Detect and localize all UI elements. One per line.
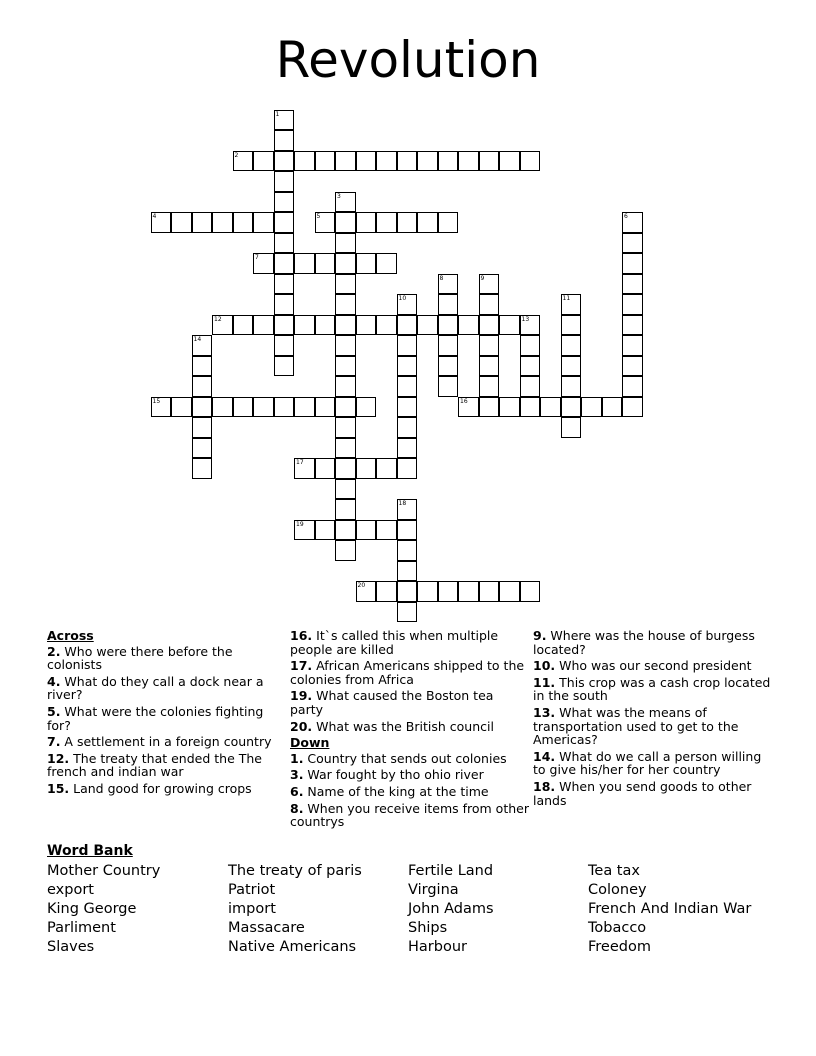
grid-cell[interactable] (397, 294, 418, 315)
clue-text: What do they call a dock near a river? (47, 673, 264, 703)
word-bank-item: The treaty of paris (228, 863, 362, 879)
grid-cell[interactable] (417, 151, 438, 172)
grid-cell[interactable] (192, 417, 213, 438)
cell-number: 11 (562, 295, 571, 302)
grid-cell[interactable] (561, 294, 582, 315)
cell-number: 7 (255, 254, 259, 261)
grid-cell[interactable] (151, 397, 172, 418)
clue-text: A settlement in a foreign country (60, 734, 272, 750)
grid-cell[interactable] (192, 356, 213, 377)
grid-cell[interactable] (622, 274, 643, 295)
grid-cell[interactable] (479, 356, 500, 377)
grid-cell[interactable] (397, 151, 418, 172)
grid-cell[interactable] (335, 335, 356, 356)
grid-cell[interactable] (376, 212, 397, 233)
grid-cell[interactable] (253, 212, 274, 233)
grid-cell[interactable] (335, 192, 356, 213)
grid-cell[interactable] (622, 294, 643, 315)
grid-cell[interactable] (622, 335, 643, 356)
grid-cell[interactable] (274, 294, 295, 315)
cell-number: 16 (460, 397, 468, 405)
clue-text: When you receive items from other countrys (290, 800, 529, 830)
cell-number: 17 (296, 459, 304, 466)
clue-text: The treaty that ended the The french and indian war (47, 750, 262, 780)
clue-text: War fought by tho ohio river (303, 767, 484, 783)
cell-number: 6 (624, 213, 628, 220)
grid-cell[interactable] (356, 520, 377, 541)
cell-number: 13 (521, 315, 530, 323)
clue-text: Where was the house of burgess located? (533, 628, 755, 657)
grid-cell[interactable] (438, 294, 459, 315)
cell-number: 18 (398, 500, 407, 507)
grid-cell[interactable] (253, 151, 274, 172)
down-clue (533, 780, 773, 807)
grid-cell[interactable] (622, 315, 643, 336)
clue-text: What do we call a person willing to give his/her for her country (533, 748, 762, 778)
cell-number: 1 (275, 110, 280, 118)
word-bank-item: Massacare (228, 920, 305, 936)
grid-cell[interactable] (356, 458, 377, 479)
clue-number: 3. (290, 767, 304, 783)
grid-cell[interactable] (397, 438, 418, 459)
grid-cell[interactable] (622, 356, 643, 377)
clue-text: This crop was a cash crop located in the south (533, 674, 771, 704)
grid-cell[interactable] (397, 561, 418, 582)
grid-cell[interactable] (561, 356, 582, 377)
grid-cell[interactable] (499, 151, 520, 172)
grid-cell[interactable] (479, 294, 500, 315)
grid-cell[interactable] (335, 540, 356, 561)
grid-cell[interactable] (376, 151, 397, 172)
grid-cell[interactable] (315, 397, 336, 418)
clue-number: 5. (47, 703, 61, 719)
word-bank-item: Freedom (588, 939, 651, 955)
clue-text: What caused the Boston tea party (290, 688, 494, 717)
clue-number: 20. (290, 718, 313, 734)
grid-cell[interactable] (622, 233, 643, 254)
grid-cell[interactable] (622, 212, 643, 233)
grid-cell[interactable] (438, 274, 459, 295)
grid-cell[interactable] (520, 581, 541, 602)
grid-cell[interactable] (192, 335, 213, 356)
grid-cell[interactable] (171, 212, 192, 233)
word-bank-item: John Adams (408, 901, 494, 917)
grid-cell[interactable] (335, 520, 356, 541)
grid-cell[interactable] (274, 151, 295, 172)
down-clue (290, 752, 530, 766)
grid-cell[interactable] (233, 151, 254, 172)
down-clue (533, 629, 773, 656)
clue-number: 1. (290, 750, 304, 766)
word-bank-item: Fertile Land (408, 863, 494, 879)
grid-cell[interactable] (192, 458, 213, 479)
grid-cell[interactable] (479, 581, 500, 602)
cell-number: 3 (337, 192, 341, 200)
across-clue (47, 735, 287, 749)
down-clue (533, 750, 773, 777)
grid-cell[interactable] (520, 376, 541, 397)
grid-cell[interactable] (335, 458, 356, 479)
grid-cell[interactable] (356, 581, 377, 602)
word-bank-item: import (228, 901, 276, 917)
clue-text: What was the means of transportation used to get to the Americas? (533, 704, 739, 748)
clue-number: 17. (290, 658, 313, 674)
grid-cell[interactable] (376, 315, 397, 336)
grid-cell[interactable] (356, 315, 377, 336)
word-bank-item: Tobacco (588, 920, 647, 936)
clue-number: 19. (290, 688, 313, 704)
across-heading: Across (47, 628, 94, 643)
grid-cell[interactable] (335, 151, 356, 172)
grid-cell[interactable] (458, 581, 479, 602)
clue-number: 8. (290, 800, 304, 816)
grid-cell[interactable] (561, 335, 582, 356)
clue-text: Who were there before the colonists (47, 643, 233, 673)
clue-text: It`s called this when multiple people are killed (290, 628, 499, 657)
grid-cell[interactable] (520, 315, 541, 336)
across-clue (47, 752, 287, 779)
grid-cell[interactable] (294, 253, 315, 274)
grid-cell[interactable] (212, 397, 233, 418)
clue-column (290, 629, 530, 832)
grid-cell[interactable] (274, 192, 295, 213)
grid-cell[interactable] (520, 335, 541, 356)
grid-cell[interactable] (438, 335, 459, 356)
grid-cell[interactable] (274, 315, 295, 336)
grid-cell[interactable] (315, 458, 336, 479)
grid-cell[interactable] (315, 151, 336, 172)
puzzle-title: Revolution (275, 31, 541, 89)
cell-number: 20 (357, 582, 366, 589)
grid-cell[interactable] (192, 397, 213, 418)
grid-cell[interactable] (622, 253, 643, 274)
grid-cell[interactable] (335, 315, 356, 336)
clue-number: 9. (533, 628, 547, 643)
down-heading: Down (290, 735, 330, 751)
clue-number: 12. (47, 750, 70, 766)
down-clue (290, 785, 530, 799)
across-clue (290, 629, 530, 656)
grid-cell[interactable] (274, 212, 295, 233)
clue-number: 2. (47, 643, 61, 659)
clue-text: African Americans shipped to the colonies from Africa (290, 658, 525, 687)
grid-cell[interactable] (335, 479, 356, 500)
down-clue (533, 706, 773, 747)
grid-cell[interactable] (622, 397, 643, 418)
grid-cell[interactable] (376, 581, 397, 602)
grid-cell[interactable] (499, 315, 520, 336)
down-clue (533, 676, 773, 703)
grid-cell[interactable] (561, 417, 582, 438)
grid-cell[interactable] (622, 376, 643, 397)
word-bank-item: Slaves (47, 939, 95, 955)
word-bank-item: Harbour (408, 939, 467, 955)
grid-cell[interactable] (479, 315, 500, 336)
word-bank-item: Tea tax (588, 863, 640, 879)
grid-cell[interactable] (335, 417, 356, 438)
across-clue (47, 645, 287, 672)
grid-cell[interactable] (458, 397, 479, 418)
grid-cell[interactable] (438, 581, 459, 602)
word-bank-item: Coloney (588, 882, 647, 898)
grid-cell[interactable] (438, 212, 459, 233)
grid-cell[interactable] (479, 397, 500, 418)
grid-cell[interactable] (499, 581, 520, 602)
clue-number: 4. (47, 673, 61, 689)
across-clue (47, 782, 287, 796)
grid-cell[interactable] (335, 438, 356, 459)
clue-text: Who was our second president (555, 658, 752, 674)
clue-text: What was the British council (312, 718, 494, 734)
grid-cell[interactable] (520, 356, 541, 377)
clue-number: 15. (47, 780, 70, 796)
grid-cell[interactable] (417, 212, 438, 233)
cell-number: 14 (193, 336, 202, 343)
grid-cell[interactable] (561, 397, 582, 418)
grid-cell[interactable] (253, 253, 274, 274)
grid-cell[interactable] (376, 520, 397, 541)
grid-cell[interactable] (294, 397, 315, 418)
clue-number: 7. (47, 734, 61, 750)
grid-cell[interactable] (192, 212, 213, 233)
grid-cell[interactable] (274, 397, 295, 418)
word-bank-item: Mother Country (47, 863, 161, 879)
across-clue (290, 659, 530, 686)
grid-cell[interactable] (212, 212, 233, 233)
word-bank-item: Native Americans (228, 939, 357, 955)
grid-cell[interactable] (294, 315, 315, 336)
clue-text: Land good for growing crops (69, 780, 252, 796)
grid-cell[interactable] (397, 581, 418, 602)
cell-number: 15 (152, 397, 161, 405)
grid-cell[interactable] (438, 151, 459, 172)
down-clue (290, 768, 530, 782)
grid-cell[interactable] (274, 233, 295, 254)
word-bank-item: Parliment (47, 920, 116, 936)
grid-cell[interactable] (397, 520, 418, 541)
cell-number: 19 (296, 520, 304, 528)
grid-cell[interactable] (397, 417, 418, 438)
grid-cell[interactable] (561, 315, 582, 336)
cell-number: 5 (316, 213, 321, 220)
grid-cell[interactable] (335, 294, 356, 315)
grid-cell[interactable] (397, 397, 418, 418)
grid-cell[interactable] (335, 397, 356, 418)
grid-cell[interactable] (335, 376, 356, 397)
cell-number: 9 (480, 274, 485, 282)
grid-cell[interactable] (274, 274, 295, 295)
grid-cell[interactable] (397, 335, 418, 356)
grid-cell[interactable] (376, 458, 397, 479)
clue-number: 14. (533, 748, 556, 764)
grid-cell[interactable] (479, 376, 500, 397)
grid-cell[interactable] (233, 397, 254, 418)
grid-cell[interactable] (581, 397, 602, 418)
grid-cell[interactable] (335, 212, 356, 233)
grid-cell[interactable] (479, 274, 500, 295)
grid-cell[interactable] (335, 274, 356, 295)
down-clue (290, 802, 530, 829)
grid-cell[interactable] (397, 499, 418, 520)
clue-number: 13. (533, 704, 556, 720)
grid-cell[interactable] (479, 335, 500, 356)
grid-cell[interactable] (479, 151, 500, 172)
clue-text: What were the colonies fighting for? (47, 703, 264, 733)
grid-cell[interactable] (274, 110, 295, 131)
grid-cell[interactable] (335, 356, 356, 377)
grid-cell[interactable] (212, 315, 233, 336)
grid-cell[interactable] (315, 253, 336, 274)
grid-cell[interactable] (192, 438, 213, 459)
grid-cell[interactable] (520, 397, 541, 418)
grid-cell[interactable] (192, 376, 213, 397)
grid-cell[interactable] (458, 315, 479, 336)
grid-cell[interactable] (233, 315, 254, 336)
grid-cell[interactable] (356, 151, 377, 172)
cell-number: 10 (398, 295, 407, 302)
grid-cell[interactable] (397, 315, 418, 336)
grid-cell[interactable] (151, 212, 172, 233)
grid-cell[interactable] (438, 376, 459, 397)
clue-column (47, 629, 287, 799)
grid-cell[interactable] (561, 376, 582, 397)
word-bank-heading: Word Bank (47, 843, 133, 859)
clue-number: 18. (533, 778, 556, 794)
grid-cell[interactable] (253, 315, 274, 336)
grid-cell[interactable] (417, 315, 438, 336)
grid-cell[interactable] (356, 212, 377, 233)
across-clue (47, 675, 287, 702)
grid-cell[interactable] (294, 520, 315, 541)
grid-cell[interactable] (417, 581, 438, 602)
grid-cell[interactable] (315, 520, 336, 541)
grid-cell[interactable] (356, 253, 377, 274)
word-bank-item: export (47, 882, 94, 898)
word-bank-item: Virgina (408, 882, 459, 898)
grid-cell[interactable] (274, 335, 295, 356)
grid-cell[interactable] (397, 376, 418, 397)
grid-cell[interactable] (294, 151, 315, 172)
grid-cell[interactable] (397, 540, 418, 561)
grid-cell[interactable] (274, 356, 295, 377)
clue-number: 10. (533, 658, 556, 674)
clue-column (533, 629, 773, 810)
grid-cell[interactable] (376, 253, 397, 274)
clue-text: When you send goods to other lands (533, 778, 752, 808)
grid-cell[interactable] (438, 356, 459, 377)
across-clue (47, 705, 287, 732)
grid-cell[interactable] (233, 212, 254, 233)
grid-cell[interactable] (540, 397, 561, 418)
cell-number: 12 (214, 315, 222, 323)
grid-cell[interactable] (397, 212, 418, 233)
grid-cell[interactable] (397, 458, 418, 479)
grid-cell[interactable] (499, 397, 520, 418)
cell-number: 4 (152, 213, 157, 220)
grid-cell[interactable] (315, 315, 336, 336)
grid-cell[interactable] (171, 397, 192, 418)
clue-text: Country that sends out colonies (303, 750, 507, 766)
grid-cell[interactable] (294, 458, 315, 479)
clue-text: Name of the king at the time (303, 783, 489, 799)
grid-cell[interactable] (520, 151, 541, 172)
grid-cell[interactable] (397, 602, 418, 623)
grid-cell[interactable] (356, 397, 377, 418)
word-bank-item: French And Indian War (588, 901, 752, 917)
grid-cell[interactable] (274, 130, 295, 151)
across-clue (290, 689, 530, 716)
grid-cell[interactable] (335, 253, 356, 274)
grid-cell[interactable] (438, 315, 459, 336)
word-bank-item: King George (47, 901, 137, 917)
grid-cell[interactable] (274, 253, 295, 274)
word-bank-item: Patriot (228, 882, 276, 898)
grid-cell[interactable] (335, 233, 356, 254)
word-bank-item: Ships (408, 920, 448, 936)
grid-cell[interactable] (397, 356, 418, 377)
down-clue (533, 659, 773, 673)
clue-number: 11. (533, 674, 556, 690)
across-clue (290, 720, 530, 734)
cell-number: 2 (234, 151, 239, 159)
clue-number: 16. (290, 628, 313, 643)
grid-cell[interactable] (602, 397, 623, 418)
grid-cell[interactable] (335, 499, 356, 520)
grid-cell[interactable] (274, 171, 295, 192)
cell-number: 8 (439, 274, 444, 282)
grid-cell[interactable] (458, 151, 479, 172)
grid-cell[interactable] (315, 212, 336, 233)
clue-number: 6. (290, 783, 304, 799)
grid-cell[interactable] (253, 397, 274, 418)
